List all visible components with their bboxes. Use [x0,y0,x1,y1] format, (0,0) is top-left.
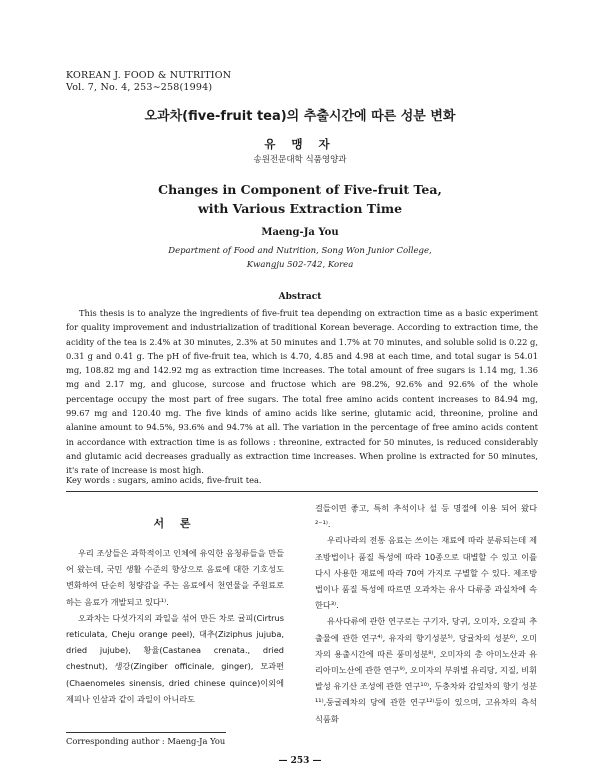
right-paragraph-2: 우리나라의 전통 음료는 쓰이는 재료에 따라 분류되는데 제조방법이나 품질 특성에 따라 10종으로 대별할 수 있고 이를 다시 사용한 재료에 따라 70여 가지로 구별할 수 있다. 제조방법이나 품질 특성에 따르면 오과차는 유사 다류중 과실차에 속한다³⁾. [315,535,537,611]
korean-affiliation: 송원전문대학 식품영양과 [253,155,347,165]
english-affiliation-line1: Department of Food and Nutrition, Song Won Junior College, [168,246,432,256]
right-column [315,500,537,727]
abstract-divider [66,491,538,492]
left-paragraph-1: 우리 조상들은 과학적이고 인체에 유익한 음청류들을 만들어 왔는데, 국민 생활 수준의 향상으로 음료에 대한 기호성도 변화하여 단순히 청량감을 주는 음료에서 천연물을 주원료로 하는 음료가 개발되고 있다¹⁾. [66,548,284,607]
korean-author: 유 맹 자 [264,137,336,151]
keywords: Key words : sugars, amino acids, five-fruit tea. [66,475,262,485]
footnote: Corresponding author : Maeng-Ja You [66,736,226,746]
english-author: Maeng-Ja You [261,227,339,238]
section-heading-introduction: 서 론 [153,517,197,530]
journal-volume: Vol. 7, No. 4, 253∼258(1994) [66,82,213,93]
page-number: — 253 — [278,756,322,766]
english-title-line2: with Various Extraction Time [197,201,403,216]
journal-name: KOREAN J. FOOD & NUTRITION [66,70,232,81]
english-affiliation [0,244,600,272]
abstract-heading: Abstract [278,292,322,302]
english-title [0,180,600,218]
english-title-line1: Changes in Component of Five-fruit Tea, [158,182,442,197]
left-column [66,545,284,707]
right-paragraph-1: 걸들이면 좋고, 특히 추석이나 설 등 명절에 이용 되어 왔다²⁻¹⁾. [315,503,537,530]
footnote-divider [66,732,226,733]
left-paragraph-2: 오과차는 다섯가지의 과일을 섞어 만든 차로 귤피(Cirtrus reticulata, Cheju orange peel), 대추(Ziziphus jujuba, dried jujube), 황율(Castanea crenata., dried chestnut), 생강(Zingiber officinale, ginger), 모과편(Chaenomeles sinensis, dried chinese quince)이외에 제피나 인삼과 같이 과일이 아니라도 [66,612,284,704]
journal-header [66,70,231,94]
english-affiliation-line2: Kwangju 502-742, Korea [246,260,354,270]
korean-title: 오과차(five-fruit tea)의 추출시간에 따른 성분 변화 [144,109,456,124]
right-paragraph-3: 유사다류에 관한 연구로는 구기자, 당귀, 오미자, 오갈피 추출물에 관한 연구⁴⁾, 유자의 향기성분⁵⁾, 당귤차의 성분⁶⁾, 오미자의 용출시간에 따른 풍미성분⁸⁾, 오미자의 총 아미노산과 유리아미노산에 관한 연구⁹⁾, 오미자의 부위별 유리당, 지질, 비휘발성 유기산 조성에 관한 연구¹⁰⁾, 두충차와 감잎차의 향기 성분¹¹⁾,둥굴레차의 당에 관한 연구¹²⁾등이 있으며, 고유차의 측석 식품화 [315,616,537,724]
abstract-text: This thesis is to analyze the ingredients of five-fruit tea depending on extraction time as a basic experiment for quality improvement and industrialization of traditional Korean beverage. According to extraction time, the acidity of the tea is 2.4% at 30 minutes, 2.3% at 50 minutes and 1.7% at 70 minutes, and soluble solid is 0.22 g, 0.31 g and 0.41 g. The pH of five-fruit tea, which is 4.70, 4.85 and 4.98 at each time, and total sugar is 54.01 mg, 108.82 mg and 142.92 mg as extraction time increases. The total amount of free sugars is 1.14 mg, 1.36 mg and 2.17 mg, and glucose, surcose and fructose which are 98.2%, 92.6% and 92.6% of the whole percentage occupy the most part of free sugars. The total free amino acids content increases to 84.94 mg, 99.67 mg and 120.40 mg. The five kinds of amino acids like serine, glutamic acid, threonine, proline and alanine amount to 94.5%, 93.6% and 94.7% at all. The variation in the percentage of free amino acids content in accordance with extraction time is as follows : threonine, extracted for 50 minutes, is reduced considerably and glutamic acid decreases gradually as extraction time increases. When proline is extracted for 50 minutes, it's rate of increase is most high. [66,308,538,476]
